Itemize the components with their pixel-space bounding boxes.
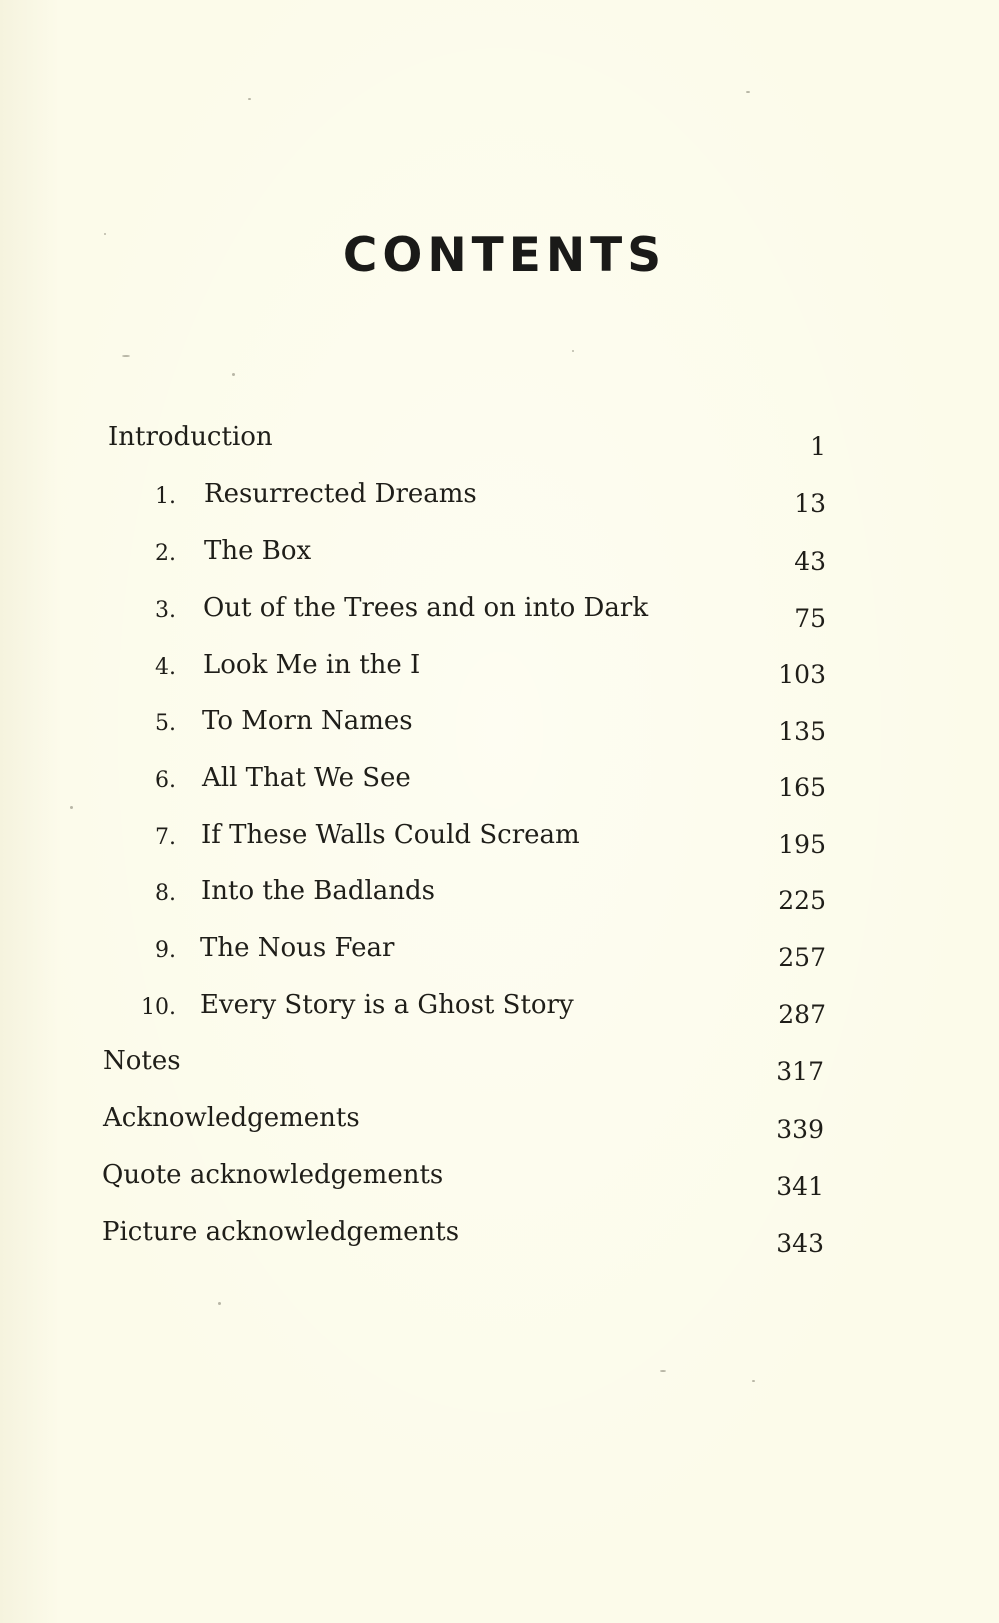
toc-entry-page: 343 [776, 1229, 824, 1258]
toc-entry-title: All That We See [202, 763, 411, 793]
toc-entry-page: 43 [794, 547, 826, 576]
toc-entry-title: Every Story is a Ghost Story [200, 990, 574, 1020]
paper-speck [752, 1380, 755, 1382]
toc-entry-page: 75 [794, 604, 826, 633]
toc-chapter-number: 8. [155, 881, 176, 906]
toc-entry-page: 341 [776, 1172, 824, 1201]
toc-entry-page: 165 [778, 773, 826, 802]
toc-chapter-number: 10. [141, 995, 176, 1020]
toc-entry-title: Quote acknowledgements [102, 1160, 444, 1190]
toc-chapter-number: 4. [155, 655, 176, 680]
paper-speck [70, 806, 73, 809]
toc-entry-title: Resurrected Dreams [204, 479, 477, 509]
paper-speck [104, 233, 106, 235]
toc-entry-page: 135 [778, 717, 826, 746]
toc-chapter-number: 2. [155, 541, 176, 566]
paper-speck [660, 1370, 666, 1372]
toc-entry-title: The Box [204, 536, 312, 566]
toc-entry-page: 339 [776, 1115, 824, 1144]
toc-entry-page: 287 [778, 1000, 826, 1029]
toc-entry-page: 103 [778, 660, 826, 689]
toc-entry-title: Notes [103, 1046, 181, 1076]
toc-entry-page: 1 [810, 432, 826, 461]
toc-entry-page: 195 [778, 830, 826, 859]
toc-chapter-number: 3. [155, 598, 176, 623]
toc-chapter-number: 1. [155, 484, 176, 509]
paper-speck [248, 98, 251, 100]
page-title: CONTENTS [342, 228, 667, 283]
paper-speck [232, 373, 235, 376]
paper-speck [572, 350, 574, 352]
toc-entry-title: Out of the Trees and on into Dark [203, 593, 649, 623]
toc-entry-title: To Morn Names [202, 706, 413, 736]
toc-entry-title: Into the Badlands [201, 876, 436, 906]
toc-chapter-number: 6. [155, 768, 176, 793]
toc-entry-title: The Nous Fear [200, 933, 395, 963]
toc-entry-page: 257 [778, 943, 826, 972]
toc-chapter-number: 7. [155, 825, 176, 850]
toc-entry-title: Acknowledgements [103, 1103, 360, 1133]
toc-entry-title: Introduction [108, 422, 273, 452]
toc-entry-page: 317 [776, 1057, 824, 1086]
toc-chapter-number: 5. [155, 711, 176, 736]
toc-entry-page: 13 [794, 489, 826, 518]
toc-chapter-number: 9. [155, 938, 176, 963]
paper-speck [122, 355, 130, 357]
toc-entry-title: If These Walls Could Scream [201, 820, 580, 850]
toc-entry-title: Look Me in the I [203, 650, 421, 680]
toc-entry-title: Picture acknowledgements [102, 1217, 460, 1247]
paper-speck [746, 91, 750, 93]
paper-speck [218, 1302, 221, 1305]
toc-entry-page: 225 [778, 886, 826, 915]
